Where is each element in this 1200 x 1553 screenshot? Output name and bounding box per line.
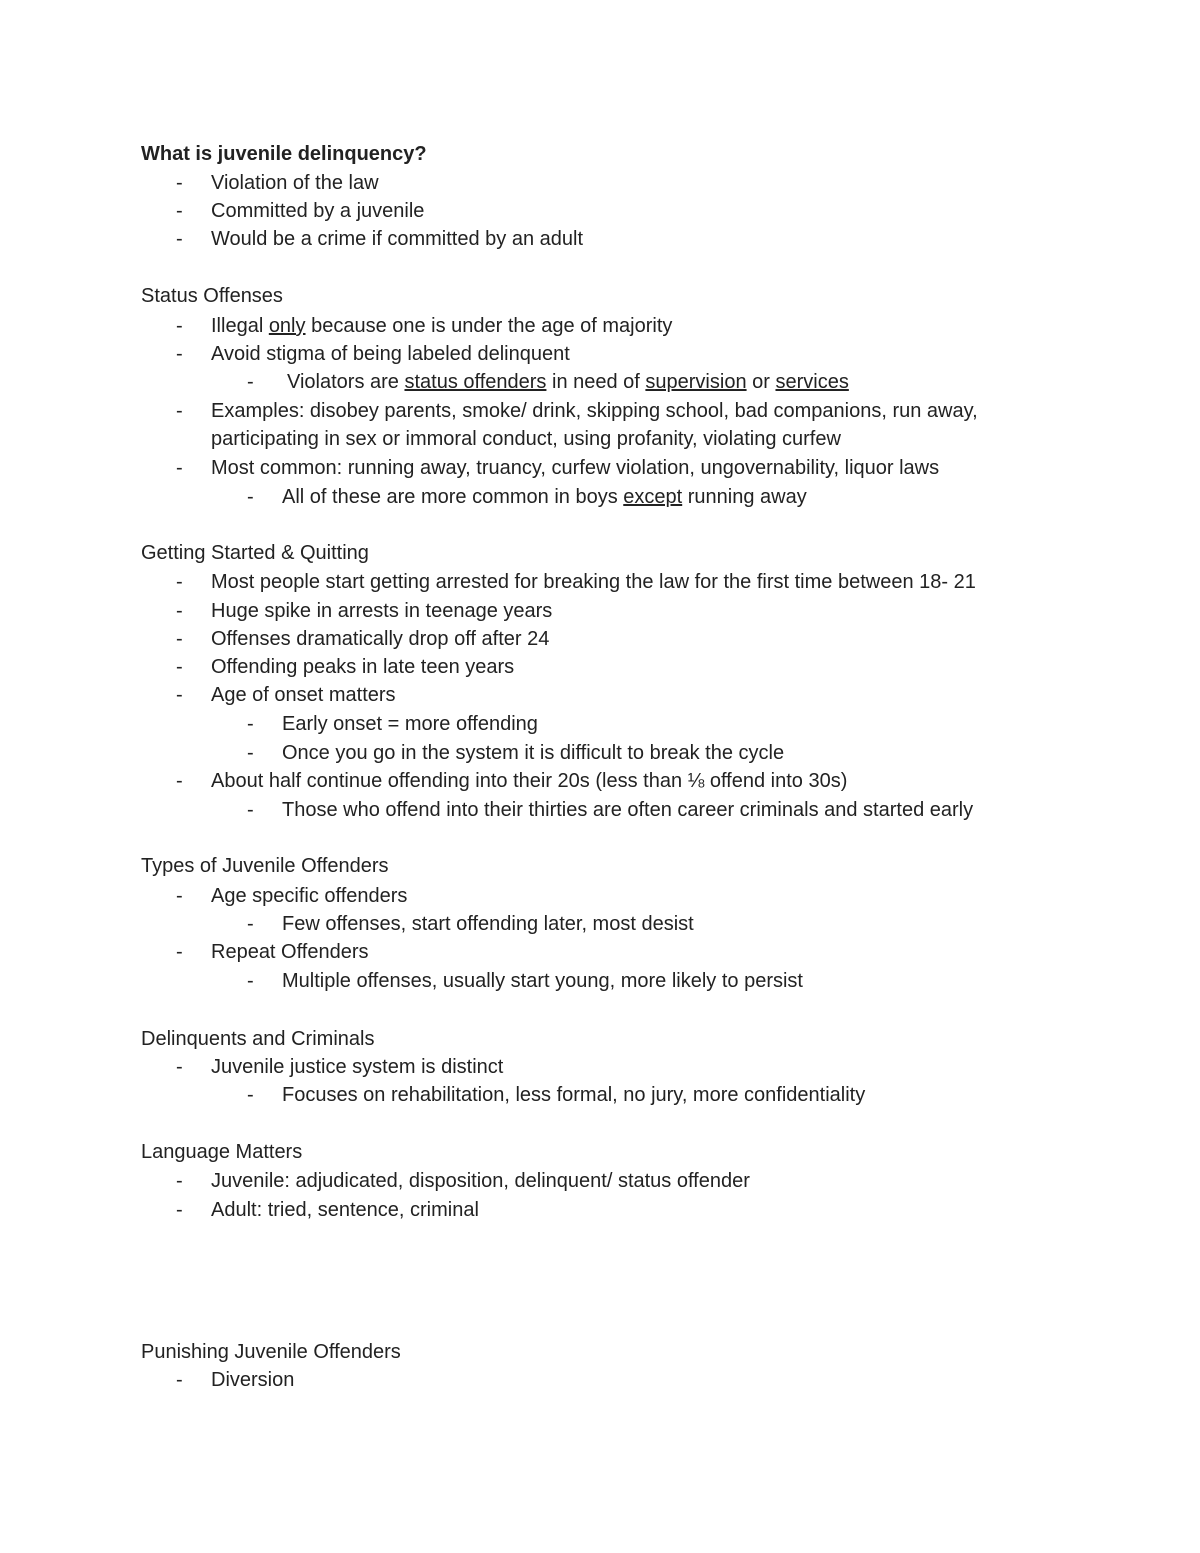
section-heading: What is juvenile delinquency?: [141, 143, 427, 165]
underlined-text: except: [623, 486, 683, 508]
item-text: Adult: tried, sentence, criminal: [211, 1199, 479, 1221]
bullet-dash: -: [176, 172, 183, 194]
item-text: [282, 483, 807, 511]
bullet-dash: -: [247, 799, 254, 821]
section-heading: Punishing Juvenile Offenders: [141, 1341, 401, 1363]
item-text: Most people start getting arrested for breaking the law for the first time between 18- 21: [211, 571, 976, 593]
item-text: Avoid stigma of being labeled delinquent: [211, 343, 570, 365]
bullet-dash: -: [176, 1199, 183, 1221]
bullet-dash: -: [176, 343, 183, 365]
bullet-dash: -: [247, 913, 254, 935]
text-run: in need of: [546, 371, 646, 393]
item-text: Those who offend into their thirties are often career criminals and started early: [282, 799, 974, 821]
section-heading: Language Matters: [141, 1141, 303, 1163]
item-text: Repeat Offenders: [211, 941, 369, 963]
text-run: because one is under the age of majority: [305, 315, 673, 337]
section-heading: Status Offenses: [141, 285, 283, 307]
item-text: Multiple offenses, usually start young, more likely to persist: [282, 970, 803, 992]
bullet-dash: -: [176, 200, 183, 222]
bullet-dash: -: [176, 941, 183, 963]
underlined-text: status offenders: [404, 371, 547, 393]
text-run: or: [746, 371, 776, 393]
bullet-dash: -: [176, 571, 183, 593]
item-text: Huge spike in arrests in teenage years: [211, 600, 553, 622]
item-text: Offenses dramatically drop off after 24: [211, 628, 550, 650]
item-text: Would be a crime if committed by an adult: [211, 228, 584, 250]
item-text: Violation of the law: [211, 172, 379, 194]
underlined-text: supervision: [645, 371, 747, 393]
item-text: Examples: disobey parents, smoke/ drink, skipping school, bad companions, run away,: [211, 400, 978, 422]
bullet-dash: -: [176, 600, 183, 622]
bullet-dash: -: [176, 628, 183, 650]
text-run: running away: [682, 486, 807, 508]
bullet-dash: -: [176, 1056, 183, 1078]
underlined-text: services: [775, 371, 849, 393]
bullet-dash: -: [247, 486, 254, 508]
bullet-dash: -: [247, 970, 254, 992]
item-text-continuation: participating in sex or immoral conduct, using profanity, violating curfew: [211, 428, 841, 450]
bullet-dash: -: [247, 371, 254, 393]
section-heading: Delinquents and Criminals: [141, 1028, 375, 1050]
bullet-dash: -: [247, 1084, 254, 1106]
bullet-dash: -: [247, 713, 254, 735]
item-text: Committed by a juvenile: [211, 200, 425, 222]
item-text: [287, 368, 849, 396]
item-text: Juvenile justice system is distinct: [211, 1056, 504, 1078]
item-text: [211, 312, 672, 340]
text-run: Violators are: [287, 371, 405, 393]
section-heading: Types of Juvenile Offenders: [141, 855, 389, 877]
bullet-dash: -: [176, 684, 183, 706]
text-run: Illegal: [211, 315, 269, 337]
item-text: Focuses on rehabilitation, less formal, no jury, more confidentiality: [282, 1084, 866, 1106]
bullet-dash: -: [176, 656, 183, 678]
item-text: Juvenile: adjudicated, disposition, delinquent/ status offender: [211, 1170, 750, 1192]
item-text: Offending peaks in late teen years: [211, 656, 515, 678]
bullet-dash: -: [176, 400, 183, 422]
item-text: Diversion: [211, 1369, 295, 1391]
bullet-dash: -: [176, 885, 183, 907]
bullet-dash: -: [176, 315, 183, 337]
item-text: Few offenses, start offending later, most desist: [282, 913, 694, 935]
text-run: All of these are more common in boys: [282, 486, 624, 508]
bullet-dash: -: [176, 228, 183, 250]
item-text: About half continue offending into their 20s (less than ⅛ offend into 30s): [211, 770, 848, 792]
item-text: Once you go in the system it is difficult to break the cycle: [282, 742, 785, 764]
bullet-dash: -: [176, 1170, 183, 1192]
bullet-dash: -: [247, 742, 254, 764]
bullet-dash: -: [176, 1369, 183, 1391]
section-heading: Getting Started & Quitting: [141, 542, 369, 564]
item-text: Early onset = more offending: [282, 713, 538, 735]
item-text: Age specific offenders: [211, 885, 408, 907]
underlined-text: only: [268, 315, 306, 337]
item-text: Age of onset matters: [211, 684, 396, 706]
bullet-dash: -: [176, 770, 183, 792]
item-text: Most common: running away, truancy, curfew violation, ungovernability, liquor laws: [211, 457, 940, 479]
bullet-dash: -: [176, 457, 183, 479]
